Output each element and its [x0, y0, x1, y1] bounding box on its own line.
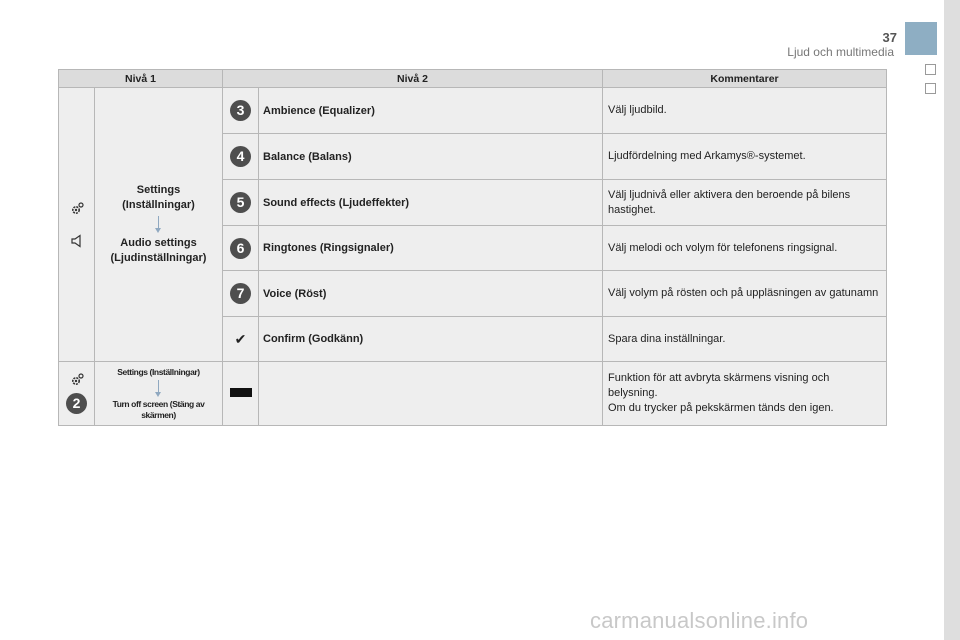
nav-settings-label: Settings (Inställningar)	[122, 184, 195, 211]
number-badge: 2	[66, 393, 87, 414]
level2-label: Voice (Röst)	[259, 271, 603, 317]
level2-label: Ambience (Equalizer)	[259, 88, 603, 134]
page-number: 37	[882, 30, 897, 45]
settings-icon	[70, 373, 84, 387]
column-header-level2: Nivå 2	[223, 70, 603, 88]
level2-label: Ringtones (Ringsignaler)	[259, 226, 603, 271]
level1-nav-cell	[95, 362, 223, 426]
comment-text: Välj ljudbild.	[603, 88, 887, 134]
settings-table	[58, 69, 887, 426]
page-marker-box	[925, 83, 936, 94]
checkmark-icon: ✔	[234, 330, 247, 347]
comment-line: Om du trycker på pekskärmen tänds den igen.	[608, 402, 834, 414]
number-badge: 5	[230, 192, 251, 213]
comment-text: Välj ljudnivå eller aktivera den beroende på bilens hastighet.	[603, 180, 887, 226]
screen-off-icon	[230, 388, 252, 397]
level2-label: Confirm (Godkänn)	[259, 317, 603, 362]
comment-text: Ljudfördelning med Arkamys®-systemet.	[603, 134, 887, 180]
comment-text: Välj volym på rösten och på uppläsningen av gatunamn	[603, 271, 887, 317]
arrow-down-icon	[158, 216, 159, 230]
table-row	[59, 362, 887, 426]
number-badge: 4	[230, 146, 251, 167]
column-header-level1: Nivå 1	[59, 70, 223, 88]
nav-turn-off-screen-label: Turn off screen (Stäng av skärmen)	[112, 398, 205, 420]
level1-icon-cell	[59, 362, 95, 426]
comment-line: Funktion för att avbryta skärmens visning och belysning.	[608, 372, 830, 399]
page-edge-strip	[944, 0, 960, 640]
comment-text: Spara dina inställningar.	[603, 317, 887, 362]
number-badge: 3	[230, 100, 251, 121]
section-title: Ljud och multimedia	[787, 45, 894, 59]
table-header-row	[59, 70, 887, 88]
level2-label: Balance (Balans)	[259, 134, 603, 180]
number-badge: 7	[230, 283, 251, 304]
table-row	[59, 88, 887, 134]
nav-settings-label: Settings (Inställningar)	[117, 366, 200, 377]
nav-audio-settings-label: Audio settings (Ljudinställningar)	[110, 237, 207, 264]
comment-text	[603, 362, 887, 426]
page-marker-box	[925, 64, 936, 75]
level2-label: Sound effects (Ljudeffekter)	[259, 180, 603, 226]
speaker-icon	[70, 234, 84, 248]
column-header-comments: Kommentarer	[603, 70, 887, 88]
level1-nav-cell	[95, 88, 223, 362]
settings-icon	[70, 202, 84, 216]
arrow-down-icon	[158, 380, 159, 394]
level1-icon-cell	[59, 88, 95, 362]
number-badge: 6	[230, 238, 251, 259]
comment-text: Välj melodi och volym för telefonens ringsignal.	[603, 226, 887, 271]
chapter-tab	[905, 22, 937, 55]
watermark: carmanualsonline.info	[590, 608, 809, 633]
